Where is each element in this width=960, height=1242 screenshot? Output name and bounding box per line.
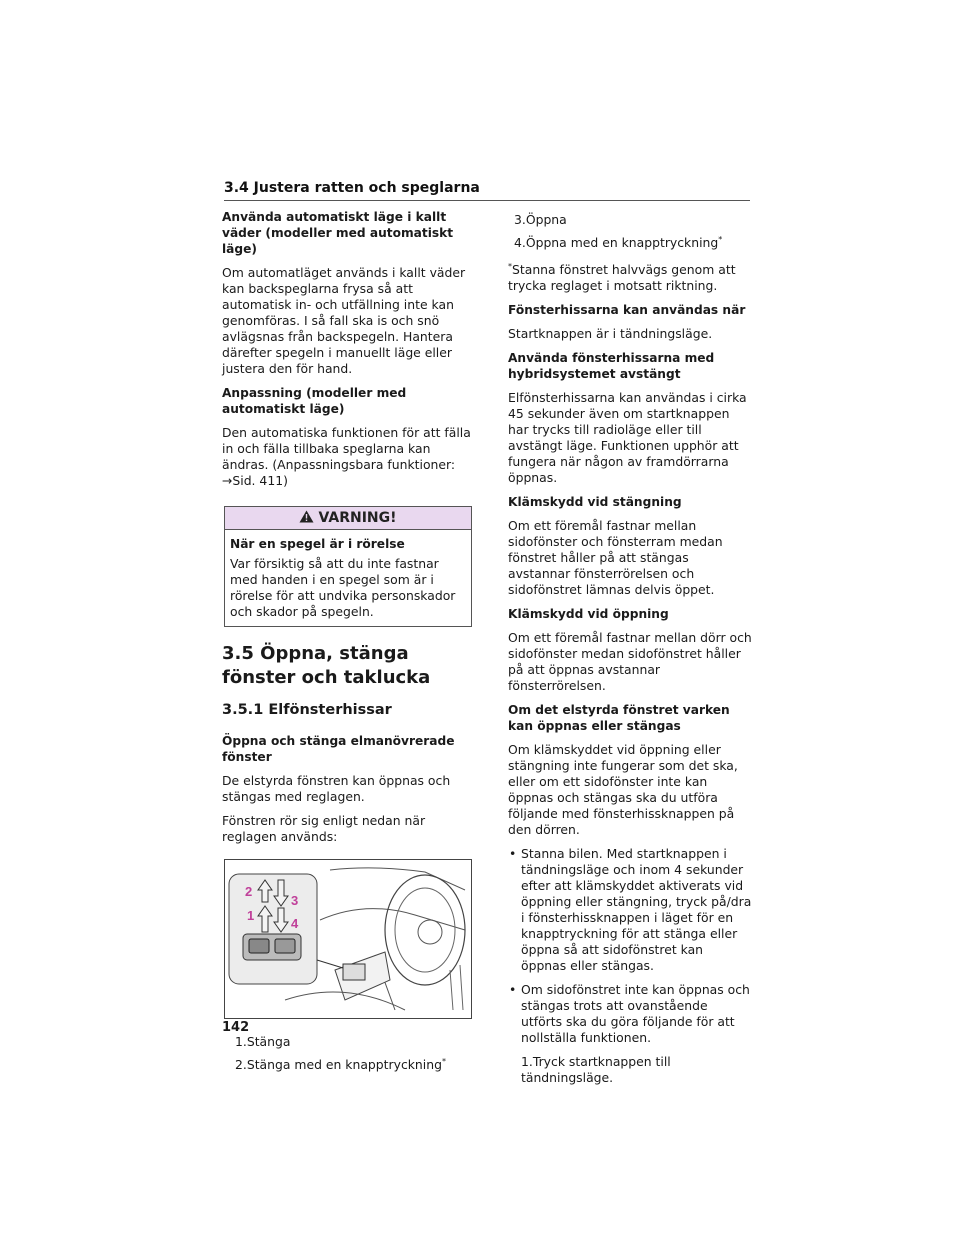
- customization-text: Den automatiska funktionen för att fälla in och fälla tillbaka speglarna kan ändras. (Anpassningsbara funktioner: →Sid. 411): [222, 425, 471, 488]
- window-switch-figure: [224, 859, 472, 1019]
- pinch-close-heading: Klämskydd vid stängning: [508, 495, 682, 509]
- list-item: 2.Stänga med en knapptryckning*: [235, 1057, 446, 1072]
- operation-list-left: [222, 1031, 472, 1073]
- failure-text: Om klämskyddet vid öppning eller stängning inte fungerar som det ska, eller om ett sidofönster inte kan öppnas och stängas ska du utföra följande med fönsterhissknappen på den dörren.: [508, 742, 738, 837]
- warning-heading: När en spegel är i rörelse: [230, 537, 405, 551]
- failure-heading: Om det elstyrda fönstret varken kan öppnas eller stängas: [508, 703, 730, 733]
- warning-text: Var försiktig så att du inte fastnar med handen i en spegel som är i rörelse för att undvika personskador och skador på spegeln.: [230, 556, 456, 619]
- open-close-heading: Öppna och stänga elmanövrerade fönster: [222, 734, 455, 764]
- section-title: 3.5 Öppna, stänga fönster och taklucka: [222, 643, 431, 688]
- auto-mode-text: Om automatläget används i kallt väder kan backspeglarna frysa så att automatisk in- och utfällning inte kan genomföras. I så fall ska is och snö avlägsnas från backspegeln. Hantera därefter spegeln i manuellt läge eller justera den för hand.: [222, 265, 466, 376]
- figure-label-4: 4: [291, 916, 299, 931]
- warning-label: VARNING!: [318, 510, 397, 526]
- warning-triangle-icon: [299, 510, 314, 527]
- list-item: • Om sidofönstret inte kan öppnas och stängas trots att ovanstående utförts ska du göra följande för att nollställa funktionen.: [509, 982, 750, 1045]
- footnote: *Stanna fönstret halvvägs genom att trycka reglaget i motsatt riktning.: [508, 262, 736, 293]
- customization-heading: Anpassning (modeller med automatiskt läge): [222, 386, 407, 416]
- figure-label-2: 2: [245, 884, 253, 899]
- pinch-open-text: Om ett föremål fastnar mellan dörr och sidofönster medan sidofönstret håller på att öppnas avstannar fönsterrörelsen.: [508, 630, 752, 693]
- figure-label-1: 1: [247, 908, 255, 923]
- list-item: 1.Tryck startknappen till tändningsläge.: [521, 1054, 671, 1085]
- list-item: 3.Öppna: [514, 212, 567, 227]
- warning-box: [224, 506, 472, 627]
- list-item: 1.Stänga: [235, 1034, 291, 1049]
- warning-body: [225, 530, 471, 626]
- hybrid-off-heading: Använda fönsterhissarna med hybridsystemet avstängt: [508, 351, 715, 381]
- reset-steps: [508, 1054, 752, 1086]
- pinch-open-heading: Klämskydd vid öppning: [508, 607, 669, 621]
- operation-list-right: [508, 209, 752, 251]
- figure-label-3: 3: [291, 893, 299, 908]
- page-number: 142: [222, 1020, 250, 1035]
- failure-bullets: [508, 846, 752, 1046]
- subsection-title: 3.5.1 Elfönsterhissar: [222, 702, 392, 718]
- open-close-text-2: Fönstren rör sig enligt nedan när reglagen används:: [222, 813, 426, 844]
- list-item: 4.Öppna med en knapptryckning*: [514, 235, 723, 250]
- usable-text: Startknappen är i tändningsläge.: [508, 326, 713, 341]
- window-switch-illustration: [225, 860, 471, 1018]
- auto-mode-heading: Använda automatiskt läge i kallt väder (modeller med automatiskt läge): [222, 210, 454, 256]
- section-header: 3.4 Justera ratten och speglarna: [224, 180, 750, 201]
- left-column: [222, 209, 472, 1077]
- open-close-text-1: De elstyrda fönstren kan öppnas och stängas med reglagen.: [222, 773, 451, 804]
- warning-bar: [225, 507, 471, 530]
- right-column: [508, 209, 752, 1090]
- usable-heading: Fönsterhissarna kan användas när: [508, 303, 746, 317]
- list-item: • Stanna bilen. Med startknappen i tändningsläge och inom 4 sekunder efter att klämskyddet aktiverats vid öppning eller stängning, tryck på/dra i fönsterhissknappen i läget för en knapptryckning för att stänga eller öppna så att sidofönstret kan öppnas eller stängas.: [509, 846, 752, 973]
- hybrid-off-text: Elfönsterhissarna kan användas i cirka 45 sekunder även om startknappen har trycks till radioläge eller till avstängt läge. Funktionen upphör att fungera när någon av framdörrarna öppnas.: [508, 390, 747, 485]
- pinch-close-text: Om ett föremål fastnar mellan sidofönster och fönsterram medan fönstret håller på att stängas avstannar fönsterrörelsen och sidofönstret lämnas delvis öppet.: [508, 518, 723, 597]
